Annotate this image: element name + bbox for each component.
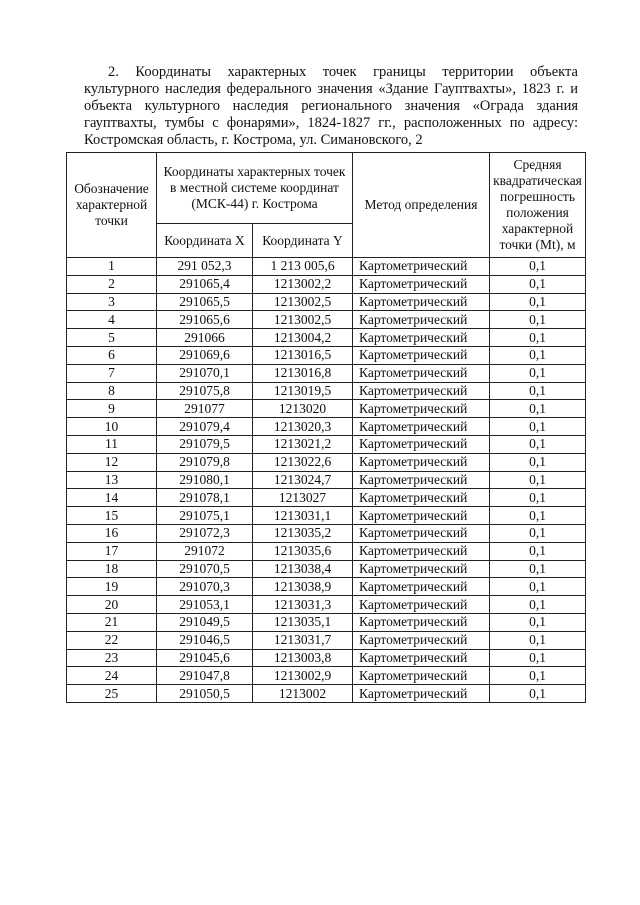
coordinate-x-cell: 291069,6	[157, 346, 253, 364]
coordinate-x-cell: 291065,5	[157, 293, 253, 311]
error-cell: 0,1	[490, 471, 586, 489]
table-row	[67, 613, 586, 631]
coordinate-y-cell: 1213027	[253, 489, 353, 507]
error-cell: 0,1	[490, 382, 586, 400]
coordinate-x-cell: 291072	[157, 542, 253, 560]
coordinate-x-cell: 291047,8	[157, 667, 253, 685]
coordinate-y-cell: 1213024,7	[253, 471, 353, 489]
coordinate-y-cell: 1213016,8	[253, 364, 353, 382]
point-number-cell: 6	[67, 346, 157, 364]
error-cell: 0,1	[490, 293, 586, 311]
coordinate-y-cell: 1213016,5	[253, 346, 353, 364]
coordinate-y-cell: 1213004,2	[253, 329, 353, 347]
error-cell: 0,1	[490, 649, 586, 667]
intro-paragraph	[84, 64, 578, 149]
table-row	[67, 311, 586, 329]
table-row	[67, 471, 586, 489]
error-cell: 0,1	[490, 631, 586, 649]
method-cell: Картометрический	[353, 258, 490, 276]
table-row	[67, 346, 586, 364]
coordinate-y-cell: 1213035,1	[253, 613, 353, 631]
table-row	[67, 258, 586, 276]
point-number-cell: 16	[67, 524, 157, 542]
coordinate-y-cell: 1213002,2	[253, 275, 353, 293]
error-cell: 0,1	[490, 435, 586, 453]
coordinate-y-cell: 1213021,2	[253, 435, 353, 453]
table-row	[67, 418, 586, 436]
method-cell: Картометрический	[353, 400, 490, 418]
point-number-cell: 23	[67, 649, 157, 667]
error-cell: 0,1	[490, 418, 586, 436]
coordinate-y-cell: 1213002	[253, 685, 353, 703]
coordinate-x-cell: 291050,5	[157, 685, 253, 703]
table-row	[67, 364, 586, 382]
coordinate-y-cell: 1213035,2	[253, 524, 353, 542]
coordinate-y-cell: 1213038,9	[253, 578, 353, 596]
error-cell: 0,1	[490, 560, 586, 578]
coordinate-x-cell: 291045,6	[157, 649, 253, 667]
header-point: Обозначение характерной точки	[67, 153, 157, 258]
coordinate-x-cell: 291080,1	[157, 471, 253, 489]
table-row	[67, 631, 586, 649]
header-x: Координата X	[157, 224, 253, 258]
coordinate-x-cell: 291077	[157, 400, 253, 418]
coordinate-x-cell: 291066	[157, 329, 253, 347]
table-row	[67, 382, 586, 400]
coordinate-x-cell: 291053,1	[157, 596, 253, 614]
method-cell: Картометрический	[353, 524, 490, 542]
table-row	[67, 685, 586, 703]
point-number-cell: 12	[67, 453, 157, 471]
coordinate-x-cell: 291049,5	[157, 613, 253, 631]
coordinate-x-cell: 291046,5	[157, 631, 253, 649]
point-number-cell: 24	[67, 667, 157, 685]
method-cell: Картометрический	[353, 560, 490, 578]
point-number-cell: 5	[67, 329, 157, 347]
header-method: Метод определения	[353, 153, 490, 258]
method-cell: Картометрический	[353, 685, 490, 703]
table-row	[67, 507, 586, 525]
point-number-cell: 22	[67, 631, 157, 649]
error-cell: 0,1	[490, 596, 586, 614]
error-cell: 0,1	[490, 258, 586, 276]
method-cell: Картометрический	[353, 613, 490, 631]
coordinate-y-cell: 1213038,4	[253, 560, 353, 578]
method-cell: Картометрический	[353, 507, 490, 525]
coordinate-y-cell: 1213031,1	[253, 507, 353, 525]
point-number-cell: 13	[67, 471, 157, 489]
error-cell: 0,1	[490, 524, 586, 542]
method-cell: Картометрический	[353, 471, 490, 489]
error-cell: 0,1	[490, 578, 586, 596]
table-row	[67, 649, 586, 667]
error-cell: 0,1	[490, 400, 586, 418]
header-y: Координата Y	[253, 224, 353, 258]
point-number-cell: 19	[67, 578, 157, 596]
coordinate-x-cell: 291070,3	[157, 578, 253, 596]
point-number-cell: 7	[67, 364, 157, 382]
error-cell: 0,1	[490, 453, 586, 471]
error-cell: 0,1	[490, 667, 586, 685]
table-row	[67, 578, 586, 596]
error-cell: 0,1	[490, 346, 586, 364]
point-number-cell: 2	[67, 275, 157, 293]
coordinates-table	[66, 152, 586, 703]
coordinate-y-cell: 1213019,5	[253, 382, 353, 400]
point-number-cell: 10	[67, 418, 157, 436]
method-cell: Картометрический	[353, 418, 490, 436]
method-cell: Картометрический	[353, 667, 490, 685]
error-cell: 0,1	[490, 507, 586, 525]
method-cell: Картометрический	[353, 631, 490, 649]
header-coords: Координаты характерных точек в местной системе координат (МСК-44) г. Кострома	[157, 153, 353, 224]
method-cell: Картометрический	[353, 489, 490, 507]
method-cell: Картометрический	[353, 435, 490, 453]
error-cell: 0,1	[490, 542, 586, 560]
point-number-cell: 25	[67, 685, 157, 703]
point-number-cell: 1	[67, 258, 157, 276]
coordinate-y-cell: 1213020	[253, 400, 353, 418]
coordinate-x-cell: 291078,1	[157, 489, 253, 507]
method-cell: Картометрический	[353, 542, 490, 560]
table-row	[67, 329, 586, 347]
coordinate-x-cell: 291079,5	[157, 435, 253, 453]
coordinate-x-cell: 291075,1	[157, 507, 253, 525]
method-cell: Картометрический	[353, 596, 490, 614]
method-cell: Картометрический	[353, 364, 490, 382]
table-row	[67, 435, 586, 453]
point-number-cell: 4	[67, 311, 157, 329]
coordinate-y-cell: 1213035,6	[253, 542, 353, 560]
error-cell: 0,1	[490, 489, 586, 507]
table-row	[67, 667, 586, 685]
point-number-cell: 8	[67, 382, 157, 400]
table-row	[67, 453, 586, 471]
table-row	[67, 596, 586, 614]
coordinate-x-cell: 291079,8	[157, 453, 253, 471]
method-cell: Картометрический	[353, 346, 490, 364]
error-cell: 0,1	[490, 364, 586, 382]
coordinate-y-cell: 1213003,8	[253, 649, 353, 667]
method-cell: Картометрический	[353, 578, 490, 596]
method-cell: Картометрический	[353, 453, 490, 471]
point-number-cell: 18	[67, 560, 157, 578]
table-row	[67, 400, 586, 418]
method-cell: Картометрический	[353, 293, 490, 311]
coordinate-x-cell: 291072,3	[157, 524, 253, 542]
header-error: Средняя квадратическая погрешность положения характерной точки (Mt), м	[490, 153, 586, 258]
coordinate-x-cell: 291070,5	[157, 560, 253, 578]
method-cell: Картометрический	[353, 329, 490, 347]
table-row	[67, 293, 586, 311]
point-number-cell: 17	[67, 542, 157, 560]
coordinate-y-cell: 1213020,3	[253, 418, 353, 436]
table-body	[67, 258, 586, 703]
point-number-cell: 3	[67, 293, 157, 311]
coordinate-x-cell: 291065,4	[157, 275, 253, 293]
method-cell: Картометрический	[353, 275, 490, 293]
table-row	[67, 275, 586, 293]
error-cell: 0,1	[490, 311, 586, 329]
coordinate-y-cell: 1213022,6	[253, 453, 353, 471]
intro-text: 2. Координаты характерных точек границы территории объекта культурного наследия федерального значения «Здание Гауптвахты», 1823 г. и объекта культурного наследия регионального значения «Ограда здания гауптвахты, тумбы с фонарями», 1824-1827 гг., расположенных по адресу: Костромская область, г. Кострома, ул. Симановского, 2	[84, 64, 578, 148]
error-cell: 0,1	[490, 613, 586, 631]
coordinate-y-cell: 1213002,5	[253, 311, 353, 329]
point-number-cell: 21	[67, 613, 157, 631]
error-cell: 0,1	[490, 275, 586, 293]
method-cell: Картометрический	[353, 311, 490, 329]
coordinate-y-cell: 1213002,9	[253, 667, 353, 685]
point-number-cell: 14	[67, 489, 157, 507]
coordinate-x-cell: 291 052,3	[157, 258, 253, 276]
point-number-cell: 20	[67, 596, 157, 614]
table-row	[67, 489, 586, 507]
coordinate-x-cell: 291065,6	[157, 311, 253, 329]
point-number-cell: 9	[67, 400, 157, 418]
method-cell: Картометрический	[353, 649, 490, 667]
table-row	[67, 542, 586, 560]
error-cell: 0,1	[490, 329, 586, 347]
error-cell: 0,1	[490, 685, 586, 703]
method-cell: Картометрический	[353, 382, 490, 400]
coordinate-y-cell: 1213002,5	[253, 293, 353, 311]
table-row	[67, 524, 586, 542]
table-row	[67, 560, 586, 578]
point-number-cell: 11	[67, 435, 157, 453]
coordinate-x-cell: 291075,8	[157, 382, 253, 400]
coordinate-x-cell: 291079,4	[157, 418, 253, 436]
coordinate-y-cell: 1213031,3	[253, 596, 353, 614]
coordinate-y-cell: 1213031,7	[253, 631, 353, 649]
point-number-cell: 15	[67, 507, 157, 525]
coordinate-x-cell: 291070,1	[157, 364, 253, 382]
coordinate-y-cell: 1 213 005,6	[253, 258, 353, 276]
